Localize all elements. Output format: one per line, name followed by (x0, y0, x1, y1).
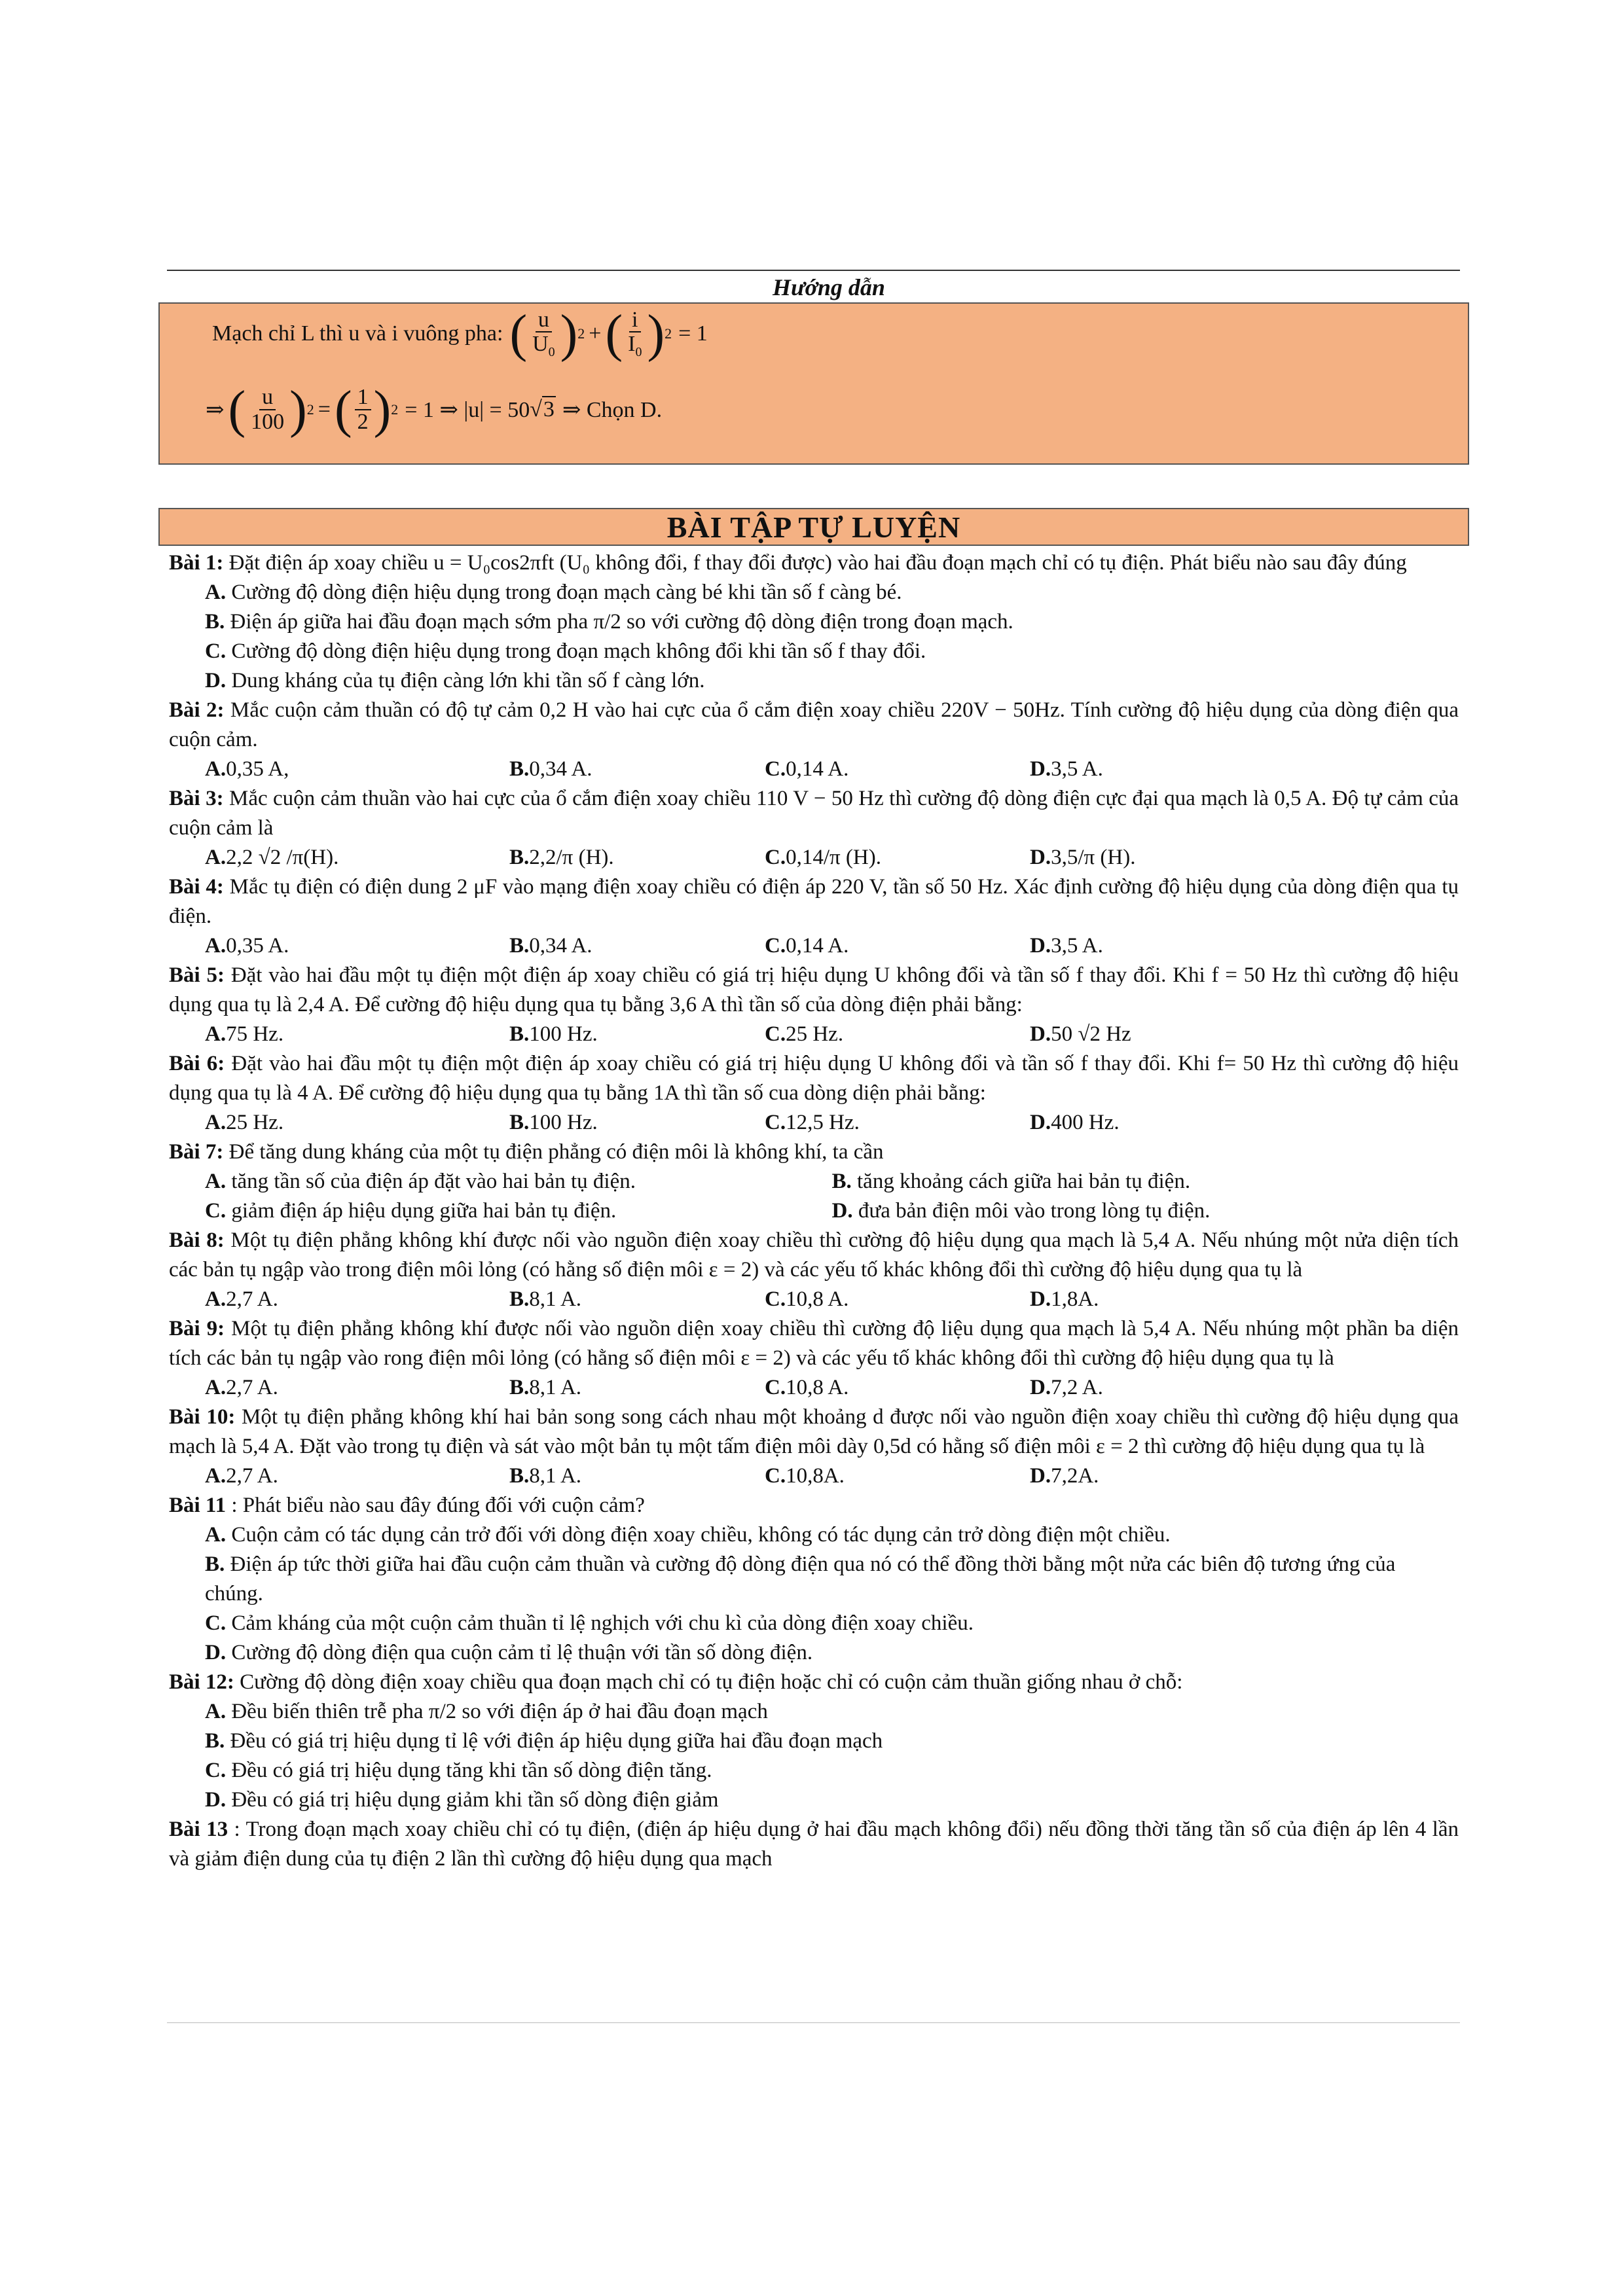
answer-option (509, 1108, 598, 1138)
answer-option (205, 1638, 1459, 1668)
answer-options-row (205, 755, 1459, 784)
option-text: đưa bản điện môi vào trong lòng tụ điện. (852, 1199, 1211, 1223)
question-label: Bài 11 (169, 1494, 227, 1517)
answer-option (1030, 1020, 1131, 1049)
answer-options-row (205, 1020, 1459, 1049)
option-label: D. (205, 1641, 227, 1664)
option-text: 25 Hz. (786, 1022, 844, 1046)
option-label: A. (205, 757, 227, 781)
option-text: Điện áp giữa hai đầu đoạn mạch sớm pha π/2 so với cường độ dòng điện trong đoạn mạch. (225, 610, 1013, 634)
option-label: D. (1030, 1111, 1051, 1134)
guide-line1-text: Mạch chỉ L thì u và i vuông pha: (212, 321, 503, 346)
option-label: B. (205, 1729, 225, 1753)
option-label: A. (205, 581, 227, 604)
answer-option (205, 1550, 1459, 1609)
option-text: 3,5 A. (1051, 934, 1103, 958)
answer-option (1030, 755, 1103, 784)
option-label: A. (205, 846, 227, 869)
option-text: 8,1 A. (529, 1464, 582, 1488)
option-text: 2,7 A. (226, 1376, 278, 1399)
option-label: D. (205, 669, 227, 692)
option-text: Đều có giá trị hiệu dụng tăng khi tần số dòng điện tăng. (226, 1759, 712, 1782)
answer-option (509, 755, 593, 784)
answer-options-row (205, 1373, 1459, 1403)
option-text: 100 Hz. (529, 1111, 598, 1134)
question-label: Bài 12: (169, 1670, 234, 1694)
option-label: C. (205, 1759, 227, 1782)
answer-option (205, 1609, 1459, 1638)
answer-option (205, 637, 1459, 666)
answer-option (1030, 1285, 1099, 1314)
answer-option (1030, 1462, 1099, 1491)
question-text: Cường độ dòng điện xoay chiều qua đoạn mạch chỉ có tụ điện hoặc chỉ có cuộn cảm thuần giống nhau ở chỗ: (234, 1670, 1183, 1694)
option-label: D. (1030, 1376, 1051, 1399)
option-text: 100 Hz. (529, 1022, 598, 1046)
option-label: A. (205, 1700, 227, 1723)
option-text: Đều biến thiên trễ pha π/2 so với điện áp ở hai đầu đoạn mạch (226, 1700, 768, 1723)
question-label: Bài 5: (169, 963, 225, 987)
question-text: Một tụ điện phẳng không khí được nối vào nguồn điện xoay chiều thì cường độ hiệu dụng qua mạch là 5,4 A. Nếu nhúng một nửa diện tích các bản tụ ngập vào trong điện môi lỏng (có hằng số điện môi ε = 2) và các yếu tố khác không đổi thì cường độ hiệu dụng qua tụ là (169, 1229, 1459, 1282)
answer-option (205, 1785, 1459, 1815)
question-list (169, 548, 1459, 1874)
option-label: B. (509, 1464, 530, 1488)
option-text: 0,34 A. (529, 757, 593, 781)
answer-options-row (205, 843, 1459, 872)
option-label: B. (205, 1552, 225, 1576)
answer-option (509, 931, 593, 961)
bottom-divider (167, 2022, 1460, 2023)
question-text: : Trong đoạn mạch xoay chiều chỉ có tụ điện, (điện áp hiệu dụng ở hai đầu mạch không đổi) nếu đồng thời tăng tần số của điện áp lên 4 lần và giảm điện dung của tụ điện 2 lần thì cường độ hiệu dụng qua mạch (169, 1818, 1459, 1871)
option-text: Cường độ dòng điện qua cuộn cảm tỉ lệ thuận với tần số dòng điện. (226, 1641, 813, 1664)
answer-option (509, 1020, 598, 1049)
option-text: 1,8A. (1051, 1287, 1099, 1311)
option-text: Đều có giá trị hiệu dụng tỉ lệ với điện áp hiệu dụng giữa hai đầu đoạn mạch (225, 1729, 883, 1753)
top-divider (167, 270, 1460, 271)
answer-option (205, 1462, 278, 1491)
answer-option (1030, 843, 1135, 872)
question-stem (169, 1815, 1459, 1874)
answer-options-row (205, 1196, 1459, 1226)
question-label: Bài 8: (169, 1229, 225, 1252)
question-text: : Phát biểu nào sau đây đúng đối với cuộn cảm? (226, 1494, 645, 1517)
answer-option (765, 755, 848, 784)
option-text: 50 √2 Hz (1051, 1022, 1131, 1046)
option-text: Cảm kháng của một cuộn cảm thuần tỉ lệ nghịch với chu kì của dòng điện xoay chiều. (226, 1611, 974, 1635)
option-label: B. (509, 934, 530, 958)
option-label: D. (1030, 1464, 1051, 1488)
option-text: 12,5 Hz. (786, 1111, 860, 1134)
answer-option (1030, 1373, 1103, 1403)
question-stem (169, 1049, 1459, 1108)
section-title: BÀI TẬP TỰ LUYỆN (158, 508, 1469, 546)
option-label: C. (205, 639, 227, 663)
answer-options-row (205, 931, 1459, 961)
option-text: 7,2 A. (1051, 1376, 1103, 1399)
option-text: tăng tần số của điện áp đặt vào hai bản tụ điện. (226, 1170, 636, 1193)
answer-option (205, 1108, 283, 1138)
option-label: C. (205, 1199, 227, 1223)
question-text: Đặt vào hai đầu một tụ điện một điện áp xoay chiều có giá trị hiệu dụng U không đổi và tần số f thay đổi. Khi f= 50 Hz thì cường độ hiệu dụng qua tụ là 4 A. Để cường độ hiệu dụng qua tụ bằng 1A thì tần số cua dòng diện phải bằng: (169, 1052, 1459, 1105)
question-label: Bài 7: (169, 1140, 224, 1164)
answer-option (509, 1462, 581, 1491)
option-text: Cường độ dòng điện hiệu dụng trong đoạn mạch không đổi khi tần số f thay đổi. (226, 639, 926, 663)
option-label: C. (765, 1376, 786, 1399)
answer-option (205, 1373, 278, 1403)
option-text: 3,5 A. (1051, 757, 1103, 781)
question-text: Mắc tụ điện có điện dung 2 μF vào mạng điện xoay chiều có điện áp 220 V, tần số 50 Hz. Xác định cường độ hiệu dụng của dòng điện qua tụ điện. (169, 875, 1459, 928)
option-label: A. (205, 1022, 227, 1046)
question-text: Một tụ điện phẳng không khí hai bản song song cách nhau một khoảng d được nối vào nguồn điện xoay chiều thì cường độ hiệu dụng qua mạch là 5,4 A. Đặt vào trong tụ điện và sát vào một bản tụ một tấm điện môi dày 0,5d có hằng số điện môi ε = 2 thì cường độ hiệu dụng qua tụ là (169, 1405, 1459, 1458)
option-text: 2,7 A. (226, 1464, 278, 1488)
option-text: 10,8A. (786, 1464, 845, 1488)
option-label: C. (765, 1111, 786, 1134)
answer-option (765, 1285, 848, 1314)
option-text: Đều có giá trị hiệu dụng giảm khi tần số dòng điện giảm (226, 1788, 719, 1812)
option-text: 7,2A. (1051, 1464, 1099, 1488)
answer-option (205, 1167, 832, 1196)
option-label: B. (509, 757, 530, 781)
answer-option (205, 931, 289, 961)
option-text: 10,8 A. (786, 1287, 849, 1311)
answer-option (509, 1373, 581, 1403)
question-stem (169, 784, 1459, 843)
option-label: A. (205, 1376, 227, 1399)
option-text: 3,5/π (H). (1051, 846, 1136, 869)
answer-option (205, 1520, 1459, 1550)
option-text: 2,2 √2 /π(H). (226, 846, 339, 869)
option-text: 75 Hz. (226, 1022, 284, 1046)
question-stem (169, 1314, 1459, 1373)
answer-option (765, 1373, 848, 1403)
question-label: Bài 2: (169, 698, 225, 722)
answer-option (509, 843, 614, 872)
question-stem (169, 961, 1459, 1020)
option-text: 25 Hz. (226, 1111, 284, 1134)
option-label: D. (831, 1199, 853, 1223)
answer-option (205, 666, 1459, 696)
question-text: Để tăng dung kháng của một tụ điện phẳng có điện môi là không khí, ta cần (223, 1140, 884, 1164)
guide-title: Hướng dẫn (773, 274, 885, 300)
option-text: 2,2/π (H). (529, 846, 614, 869)
option-text: 400 Hz. (1051, 1111, 1120, 1134)
answer-option (205, 755, 289, 784)
question-label: Bài 6: (169, 1052, 225, 1075)
fraction-1-2: $\frac{1}{2}$ (355, 386, 371, 433)
question-stem (169, 548, 1459, 578)
question-label: Bài 9: (169, 1317, 225, 1340)
question-stem (169, 872, 1459, 931)
question-text: Mắc cuộn cảm thuần có độ tự cảm 0,2 H vào hai cực của ổ cắm điện xoay chiều 220V − 50Hz. Tính cường độ hiệu dụng của dòng điện qua cuộn cảm. (169, 698, 1459, 751)
answer-option (832, 1196, 1459, 1226)
option-text: Điện áp tức thời giữa hai đầu cuộn cảm thuần và cường độ dòng điện qua nó có thể đồng thời bằng một nửa các biên độ tương ứng của chúng. (205, 1552, 1396, 1605)
question-label: Bài 1: (169, 551, 224, 575)
option-label: C. (205, 1611, 227, 1635)
option-label: A. (205, 1523, 227, 1547)
question-label: Bài 4: (169, 875, 224, 899)
answer-option (205, 1285, 278, 1314)
answer-option (205, 1020, 283, 1049)
answer-option (205, 1697, 1459, 1727)
option-label: B. (509, 1376, 530, 1399)
question-text: Đặt vào hai đầu một tụ điện một điện áp xoay chiều có giá trị hiệu dụng U không đổi và tần số f thay đổi. Khi f = 50 Hz thì cường độ hiệu dụng qua tụ là 2,4 A. Để cường độ hiệu dụng qua tụ bằng 3,6 A thì tần số của dòng điện phải bằng: (169, 963, 1459, 1016)
question-stem (169, 1226, 1459, 1285)
answer-options-row (205, 1167, 1459, 1196)
option-label: A. (205, 934, 227, 958)
option-label: B. (509, 846, 530, 869)
option-text: 8,1 A. (529, 1287, 582, 1311)
option-label: B. (509, 1287, 530, 1311)
answer-option (765, 931, 848, 961)
option-text: Cuộn cảm có tác dụng cản trở đối với dòng điện xoay chiều, không có tác dụng cản trở dòng điện một chiều. (226, 1523, 1171, 1547)
answer-option (205, 578, 1459, 607)
option-text: Dung kháng của tụ điện càng lớn khi tần số f càng lớn. (226, 669, 705, 692)
option-text: Cường độ dòng điện hiệu dụng trong đoạn mạch càng bé khi tần số f càng bé. (226, 581, 902, 604)
option-label: B. (205, 610, 225, 634)
option-label: B. (831, 1170, 852, 1193)
answer-option (205, 843, 338, 872)
option-label: C. (765, 757, 786, 781)
guide-equation-1: Mạch chỉ L thì u và i vuông pha: ( $\frac{u}{U_0}$ ) 2 + ( $\frac{i}{I_0}$ ) 2 = 1 (212, 305, 708, 363)
option-label: D. (1030, 757, 1051, 781)
option-label: C. (765, 934, 786, 958)
answer-options-row (205, 1285, 1459, 1314)
answer-option (205, 1727, 1459, 1756)
option-label: A. (205, 1111, 227, 1134)
option-label: B. (509, 1111, 530, 1134)
answer-option (205, 1756, 1459, 1785)
question-label: Bài 13 (169, 1818, 228, 1841)
option-label: D. (1030, 1022, 1051, 1046)
option-label: D. (1030, 1287, 1051, 1311)
option-text: 0,35 A. (226, 934, 289, 958)
answer-option (205, 1196, 832, 1226)
answer-option (832, 1167, 1459, 1196)
option-label: C. (765, 1287, 786, 1311)
fraction-u-U0: $\frac{u}{U_0}$ (532, 307, 555, 360)
answer-option (509, 1285, 581, 1314)
option-label: A. (205, 1287, 227, 1311)
question-label: Bài 10: (169, 1405, 236, 1429)
answer-options-row (205, 1108, 1459, 1138)
answer-option (765, 1462, 845, 1491)
option-label: D. (1030, 846, 1051, 869)
option-label: C. (765, 846, 786, 869)
question-stem (169, 1491, 1459, 1520)
question-text: Đặt điện áp xoay chiều u = U₀cos2πft (U₀ không đổi, f thay đổi được) vào hai đầu đoạn mạch chỉ có tụ điện. Phát biểu nào sau đây đúng (223, 551, 1407, 575)
option-text: 0,35 A, (226, 757, 289, 781)
question-text: Mắc cuộn cảm thuần vào hai cực của ổ cắm điện xoay chiều 110 V − 50 Hz thì cường độ dòng điện cực đại qua mạch là 0,5 A. Độ tự cảm của cuộn cảm là (169, 787, 1459, 840)
option-label: D. (205, 1788, 227, 1812)
answer-option (765, 1020, 843, 1049)
option-text: 8,1 A. (529, 1376, 582, 1399)
guide-box (158, 302, 1469, 465)
question-stem (169, 1668, 1459, 1697)
answer-option (765, 1108, 860, 1138)
option-text: tăng khoảng cách giữa hai bản tụ điện. (851, 1170, 1191, 1193)
option-text: 10,8 A. (786, 1376, 849, 1399)
option-label: A. (205, 1170, 227, 1193)
guide-equation-2: ⇒ ( $\frac{u}{100}$ ) 2 = ( $\frac{1}{2}$ ) 2 = 1 ⇒ |u| = 50 √3 ⇒ Chọn D. (206, 381, 663, 439)
answer-option (205, 607, 1459, 637)
sqrt-3: √3 (530, 397, 555, 422)
answer-option (1030, 1108, 1120, 1138)
question-label: Bài 3: (169, 787, 224, 810)
option-label: B. (509, 1022, 530, 1046)
fraction-i-I0: $\frac{i}{I_0}$ (628, 307, 642, 360)
question-text: Một tụ điện phẳng không khí được nối vào nguồn diện xoay chiều thì cường độ liệu dụng qua mạch là 5,4 A. Nếu nhúng một phần ba diện tích các bản tụ ngập vào rong điện môi lỏng (có hằng số điện môi ε = 2) và các yếu tố khác không đổi thì cường độ hiệu dụng qua tụ là (169, 1317, 1459, 1370)
question-stem (169, 696, 1459, 755)
answer-options-row (205, 1462, 1459, 1491)
answer-option (765, 843, 881, 872)
option-text: 0,14 A. (786, 757, 849, 781)
option-text: 2,7 A. (226, 1287, 278, 1311)
fraction-u-100: $\frac{u}{100}$ (251, 385, 285, 434)
answer-option (1030, 931, 1103, 961)
question-stem (169, 1138, 1459, 1167)
option-label: C. (765, 1022, 786, 1046)
option-label: A. (205, 1464, 227, 1488)
option-text: giảm điện áp hiệu dụng giữa hai bản tụ điện. (226, 1199, 617, 1223)
option-text: 0,14/π (H). (786, 846, 881, 869)
option-label: D. (1030, 934, 1051, 958)
option-text: 0,14 A. (786, 934, 849, 958)
option-text: 0,34 A. (529, 934, 593, 958)
question-stem (169, 1403, 1459, 1462)
option-label: C. (765, 1464, 786, 1488)
